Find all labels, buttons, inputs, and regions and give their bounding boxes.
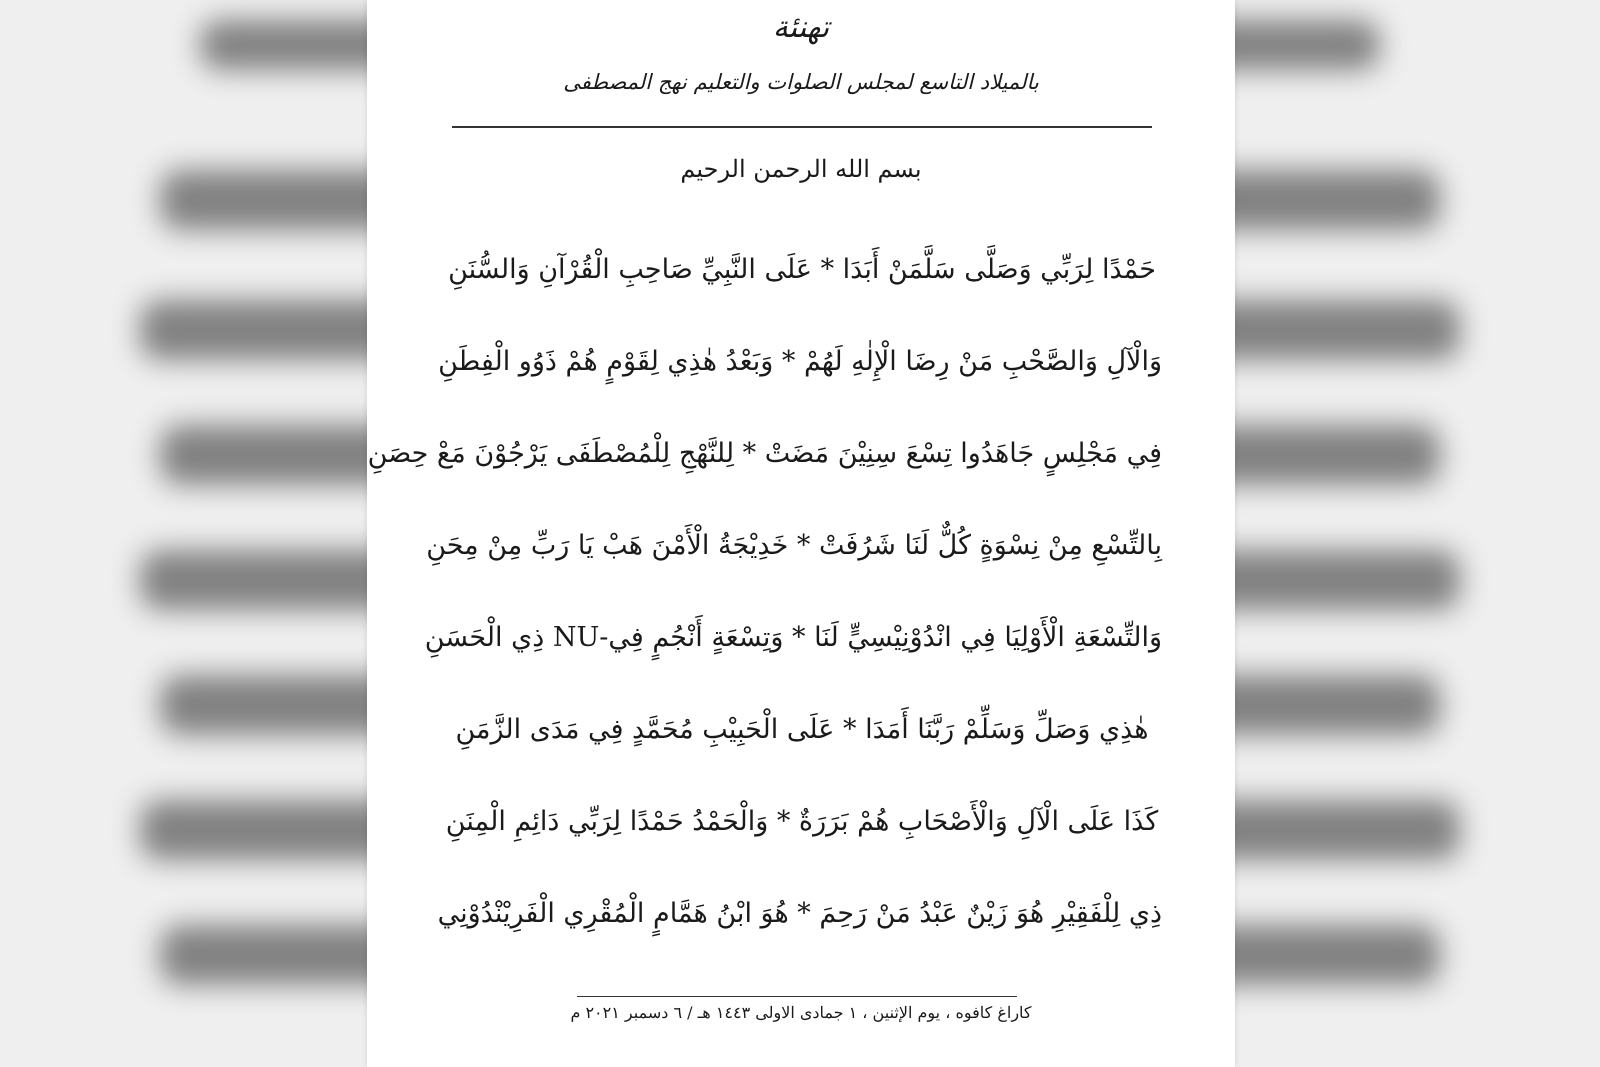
blurred-background-right	[1220, 0, 1600, 1067]
document-subtitle: بالميلاد التاسع لمجلس الصلوات والتعليم نهج المصطفى	[563, 70, 1039, 94]
verse-line: فِي مَجْلِسٍ جَاهَدُوا تِسْعَ سِنِيْنَ مَضَتْ * لِلنَّهْجِ لِلْمُصْطَفَى يَرْجُوْنَ مَعْ حِصَنِ	[367, 438, 1162, 469]
verse-line: وَالتِّسْعَةِ الْأَوْلِيَا فِي انْدُوْنِيْسِيٍّ لَنَا * وَتِسْعَةٍ أَنْجُمٍ فِي-NU ذِي الْحَسَنِ	[424, 622, 1162, 653]
header-divider	[452, 126, 1152, 128]
document-title: تهنئة	[772, 10, 830, 45]
verse-line: وَالْآلِ وَالصَّحْبِ مَنْ رِضَا الْإِلٰهِ لَهُمْ * وَبَعْدُ هٰذِي لِقَوْمٍ هُمْ ذَوُو الْفِطَنِ	[438, 346, 1162, 377]
document-footer: كاراغ كافوه ، يوم الإثنين ، ١ جمادى الاولى ١٤٤٣ هـ / ٦ دسمبر ٢٠٢١ م	[570, 1003, 1032, 1022]
document-page	[367, 0, 1235, 1067]
footer-divider	[577, 996, 1017, 997]
verse-line: هٰذِي وَصَلِّ وَسَلِّمْ رَبَّنَا أَمَدَا * عَلَى الْحَبِيْبِ مُحَمَّدٍ فِي مَدَى الزَّمَنِ	[455, 714, 1149, 745]
verse-line: كَذَا عَلَى الْآلِ وَالْأَصْحَابِ هُمْ بَرَرَةٌ * وَالْحَمْدُ حَمْدًا لِرَبِّي دَائِمِ الْمِنَنِ	[445, 806, 1159, 837]
blurred-background-left	[0, 0, 380, 1067]
verse-line: بِالتِّسْعِ مِنْ نِسْوَةٍ كُلٌّ لَنَا شَرُفَتْ * خَدِيْجَةُ الْأَمْنَ هَبْ يَا رَبِّ مِنْ مِحَنِ	[426, 530, 1162, 561]
verse-line: ذِي لِلْفَقِيْرِ هُوَ زَيْنٌ عَبْدُ مَنْ رَحِمَ * هُوَ ابْنُ هَمَّامٍ الْمُقْرِي الْفَرِيْنْدُوْنِي	[437, 898, 1162, 929]
poem-verses	[367, 240, 1162, 976]
basmala: بسم الله الرحمن الرحيم	[680, 155, 922, 183]
verse-line: حَمْدًا لِرَبِّي وَصَلَّى سَلَّمَنْ أَبَدَا * عَلَى النَّبِيِّ صَاحِبِ الْقُرْآنِ وَالسُّنَنِ	[448, 254, 1156, 285]
